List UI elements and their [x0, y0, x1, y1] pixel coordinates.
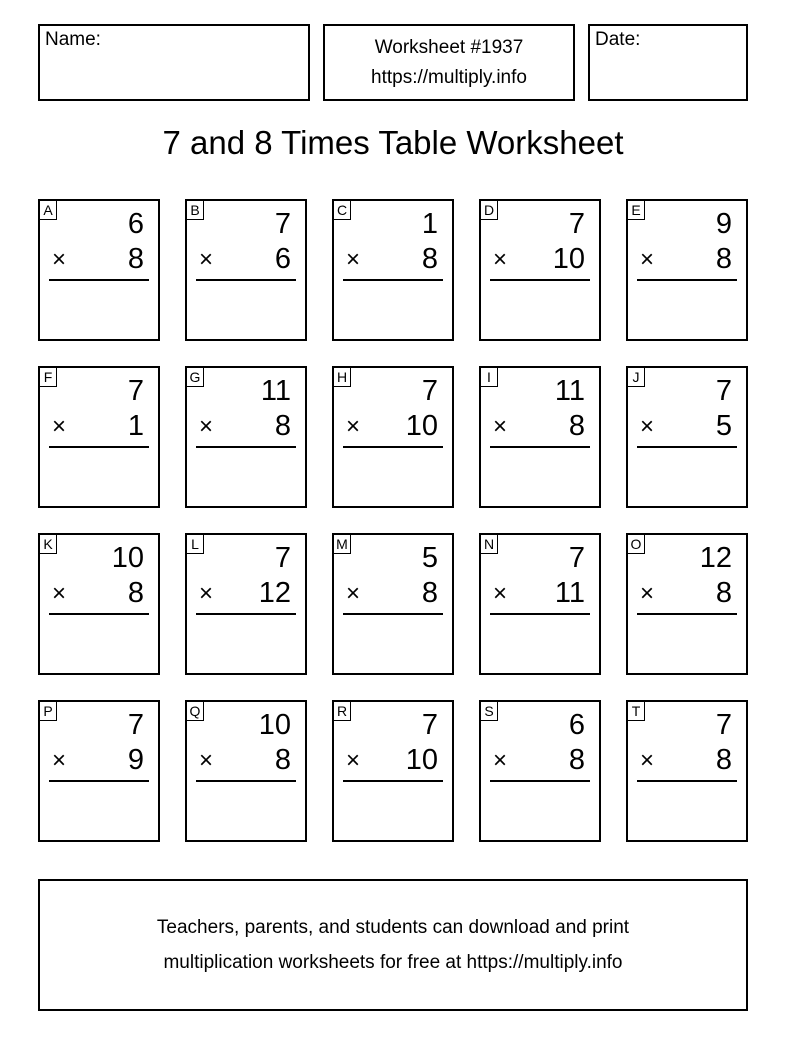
problem-top-number: 7 — [127, 375, 144, 407]
multiply-sign: × — [199, 747, 214, 774]
answer-line — [637, 446, 737, 448]
answer-line — [49, 780, 149, 782]
problem-letter: L — [186, 534, 204, 554]
problem-letter: H — [333, 367, 351, 387]
problem-card[interactable] — [626, 199, 748, 341]
answer-line — [490, 613, 590, 615]
problem-letter: K — [39, 534, 57, 554]
problem-card[interactable] — [479, 533, 601, 675]
multiply-sign: × — [346, 413, 361, 440]
problem-card[interactable] — [479, 366, 601, 508]
multiply-sign: × — [493, 246, 508, 273]
problem-top-number: 10 — [258, 709, 291, 741]
problem-card[interactable] — [332, 199, 454, 341]
answer-line — [196, 613, 296, 615]
problem-top-number: 9 — [715, 208, 732, 240]
problem-card[interactable] — [626, 366, 748, 508]
problem-card[interactable] — [626, 700, 748, 842]
problem-bottom-number: 10 — [405, 744, 438, 776]
multiply-sign: × — [493, 413, 508, 440]
multiply-sign: × — [640, 580, 655, 607]
problem-card[interactable] — [38, 700, 160, 842]
multiply-sign: × — [640, 246, 655, 273]
problem-bottom-number: 11 — [554, 577, 585, 609]
multiply-sign: × — [493, 580, 508, 607]
multiply-sign: × — [346, 747, 361, 774]
problem-bottom-number: 8 — [715, 744, 732, 776]
multiply-sign: × — [52, 246, 67, 273]
problem-top-number: 5 — [421, 542, 438, 574]
problem-top-number: 7 — [421, 709, 438, 741]
answer-line — [49, 446, 149, 448]
multiply-sign: × — [640, 413, 655, 440]
problem-letter: S — [480, 701, 498, 721]
problem-bottom-number: 8 — [127, 243, 144, 275]
problem-top-number: 7 — [568, 208, 585, 240]
problem-bottom-number: 6 — [274, 243, 291, 275]
problem-bottom-number: 10 — [552, 243, 585, 275]
problem-card[interactable] — [479, 199, 601, 341]
answer-line — [490, 780, 590, 782]
problem-card[interactable] — [332, 533, 454, 675]
problem-top-number: 1 — [421, 208, 438, 240]
problem-card[interactable] — [185, 700, 307, 842]
answer-line — [637, 780, 737, 782]
multiply-sign: × — [52, 747, 67, 774]
problem-letter: M — [333, 534, 351, 554]
footer-box — [38, 879, 748, 1011]
date-label: Date: — [595, 29, 641, 50]
problem-top-number: 7 — [715, 709, 732, 741]
problem-card[interactable] — [626, 533, 748, 675]
problem-bottom-number: 8 — [568, 410, 585, 442]
problem-letter: C — [333, 200, 351, 220]
problem-bottom-number: 12 — [258, 577, 291, 609]
problem-bottom-number: 1 — [127, 410, 144, 442]
problem-letter: J — [627, 367, 645, 387]
footer-line-2: multiplication worksheets for free at https://multiply.info — [163, 952, 623, 973]
problem-top-number: 7 — [127, 709, 144, 741]
answer-line — [196, 279, 296, 281]
problem-card[interactable] — [38, 366, 160, 508]
answer-line — [637, 279, 737, 281]
worksheet-url: https://multiply.info — [371, 66, 527, 88]
multiply-sign: × — [640, 747, 655, 774]
problem-letter: A — [39, 200, 57, 220]
footer-line-1: Teachers, parents, and students can download and print — [156, 917, 630, 938]
answer-line — [490, 446, 590, 448]
problem-top-number: 7 — [274, 208, 291, 240]
multiply-sign: × — [52, 580, 67, 607]
problem-letter: N — [480, 534, 498, 554]
problem-bottom-number: 5 — [715, 410, 732, 442]
problem-card[interactable] — [185, 366, 307, 508]
problem-top-number: 6 — [568, 709, 585, 741]
answer-line — [196, 780, 296, 782]
problem-letter: I — [480, 367, 498, 387]
problem-top-number: 12 — [699, 542, 732, 574]
problem-bottom-number: 8 — [421, 243, 438, 275]
answer-line — [343, 613, 443, 615]
multiply-sign: × — [346, 246, 361, 273]
problem-card[interactable] — [185, 533, 307, 675]
problem-top-number: 11 — [260, 375, 291, 407]
multiply-sign: × — [199, 413, 214, 440]
name-box[interactable] — [38, 24, 310, 101]
problem-bottom-number: 10 — [405, 410, 438, 442]
multiply-sign: × — [52, 413, 67, 440]
problem-top-number: 6 — [127, 208, 144, 240]
problem-letter: G — [186, 367, 204, 387]
answer-line — [49, 279, 149, 281]
answer-line — [490, 279, 590, 281]
multiply-sign: × — [493, 747, 508, 774]
problem-bottom-number: 8 — [127, 577, 144, 609]
problem-letter: R — [333, 701, 351, 721]
problem-letter: F — [39, 367, 57, 387]
problem-top-number: 7 — [568, 542, 585, 574]
problem-top-number: 10 — [111, 542, 144, 574]
problem-letter: E — [627, 200, 645, 220]
problem-letter: D — [480, 200, 498, 220]
answer-line — [196, 446, 296, 448]
answer-line — [343, 279, 443, 281]
problem-card[interactable] — [479, 700, 601, 842]
problem-letter: Q — [186, 701, 204, 721]
problem-bottom-number: 9 — [127, 744, 144, 776]
answer-line — [343, 446, 443, 448]
multiply-sign: × — [199, 580, 214, 607]
problem-bottom-number: 8 — [715, 577, 732, 609]
page-title: 7 and 8 Times Table Worksheet — [162, 124, 624, 161]
date-box[interactable] — [588, 24, 748, 101]
problem-bottom-number: 8 — [274, 744, 291, 776]
problem-card[interactable] — [38, 199, 160, 341]
problem-card[interactable] — [332, 366, 454, 508]
problem-bottom-number: 8 — [715, 243, 732, 275]
problem-top-number: 11 — [554, 375, 585, 407]
problem-bottom-number: 8 — [421, 577, 438, 609]
problem-card[interactable] — [185, 199, 307, 341]
multiply-sign: × — [346, 580, 361, 607]
multiply-sign: × — [199, 246, 214, 273]
worksheet-info-box — [323, 24, 575, 101]
problem-bottom-number: 8 — [274, 410, 291, 442]
problem-letter: O — [627, 534, 645, 554]
problem-bottom-number: 8 — [568, 744, 585, 776]
answer-line — [49, 613, 149, 615]
problem-letter: P — [39, 701, 57, 721]
problem-card[interactable] — [332, 700, 454, 842]
problem-letter: B — [186, 200, 204, 220]
problem-top-number: 7 — [274, 542, 291, 574]
answer-line — [637, 613, 737, 615]
problem-letter: T — [627, 701, 645, 721]
worksheet-number: Worksheet #1937 — [374, 36, 524, 58]
problem-card[interactable] — [38, 533, 160, 675]
answer-line — [343, 780, 443, 782]
name-label: Name: — [45, 29, 101, 50]
problem-top-number: 7 — [421, 375, 438, 407]
problem-top-number: 7 — [715, 375, 732, 407]
